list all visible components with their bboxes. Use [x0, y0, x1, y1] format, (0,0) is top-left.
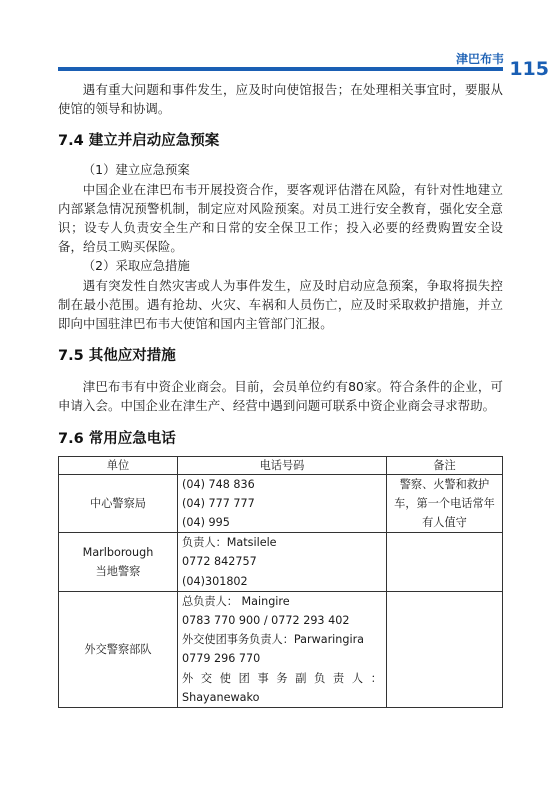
- table-row: [59, 591, 503, 707]
- unit-name: 当地警察: [95, 565, 141, 579]
- table-row: [59, 533, 503, 592]
- contact-person: 外交使团事务负责人：Parwaringira: [182, 633, 365, 647]
- note-line: 警察、火警和救护: [399, 477, 490, 491]
- contact-person: 负责人：Matsilele: [182, 536, 277, 550]
- column-header-unit: 单位: [59, 456, 178, 474]
- contact-person: 外交使团事务副负责人：: [182, 671, 382, 685]
- column-header-note: 备注: [387, 456, 503, 474]
- page-number: 115: [509, 58, 549, 80]
- phone-number: (04)301802: [182, 574, 248, 588]
- phone-number: 0783 770 900 / 0772 293 402: [182, 614, 350, 628]
- phone-number: (04) 777 777: [182, 496, 255, 510]
- subsection-2-text: 遇有突发性自然灾害或人为事件发生，应及时启动应急预案，争取将损失控制在最小范围。遇有抢劫、火灾、车祸和人员伤亡，应及时采取救护措施，并立即向中国驻津巴布韦大使馆和国内主管部门汇报。: [58, 277, 503, 332]
- subsection-1-title: （1）建立应急预案: [82, 162, 190, 178]
- section-7-5-heading: 7.5 其他应对措施: [58, 348, 176, 365]
- note-cell: [387, 474, 503, 533]
- subsection-1-text: 中国企业在津巴布韦开展投资合作，要客观评估潜在风险，有针对性地建立内部紧急情况预警机制，制定应对风险预案。对员工进行安全教育，强化安全意识；设专人负责安全生产和日常的安全保卫工作；投入必要的经费购置安全设备，给员工购买保险。: [58, 181, 503, 255]
- intro-paragraph: 遇有重大问题和事件发生，应及时向使馆报告；在处理相关事宜时，要服从使馆的领导和协调。: [58, 82, 503, 117]
- subsection-2-title: （2）采取应急措施: [82, 258, 190, 274]
- note-line: 车，第一个电话常年: [394, 496, 495, 510]
- contact-person: Shayanewako: [182, 690, 260, 704]
- phone-cell: [178, 474, 387, 533]
- unit-name: Marlborough: [82, 546, 154, 560]
- section-7-4-heading: 7.4 建立并启动应急预案: [58, 133, 220, 150]
- table-row: [59, 474, 503, 533]
- note-cell: [387, 533, 503, 592]
- unit-cell: [59, 474, 178, 533]
- unit-cell: [59, 591, 178, 707]
- note-line: 有人值守: [422, 516, 467, 530]
- table-header-row: [59, 456, 503, 474]
- note-cell: [387, 591, 503, 707]
- phone-number: (04) 748 836: [182, 477, 255, 491]
- contact-person: 总负责人： Maingire: [182, 594, 290, 608]
- phone-number: 0772 842757: [182, 555, 257, 569]
- unit-cell: [59, 533, 178, 592]
- phone-cell: [178, 591, 387, 707]
- emergency-phone-table: [58, 456, 503, 708]
- running-header: 津巴布韦: [455, 52, 504, 66]
- phone-cell: [178, 533, 387, 592]
- column-header-phone: 电话号码: [178, 456, 387, 474]
- section-7-5-text: 津巴布韦有中资企业商会。目前，会员单位约有80家。符合条件的企业，可申请入会。中国企业在津生产、经营中遇到问题可联系中资企业商会寻求帮助。: [58, 379, 503, 414]
- header-rule: [58, 67, 503, 71]
- section-7-6-heading: 7.6 常用应急电话: [58, 430, 176, 447]
- phone-number: (04) 995: [182, 516, 230, 530]
- unit-name: 外交警察部队: [84, 642, 152, 656]
- phone-number: 0779 296 770: [182, 652, 261, 666]
- unit-name: 中心警察局: [90, 496, 146, 510]
- page-content: [58, 78, 503, 708]
